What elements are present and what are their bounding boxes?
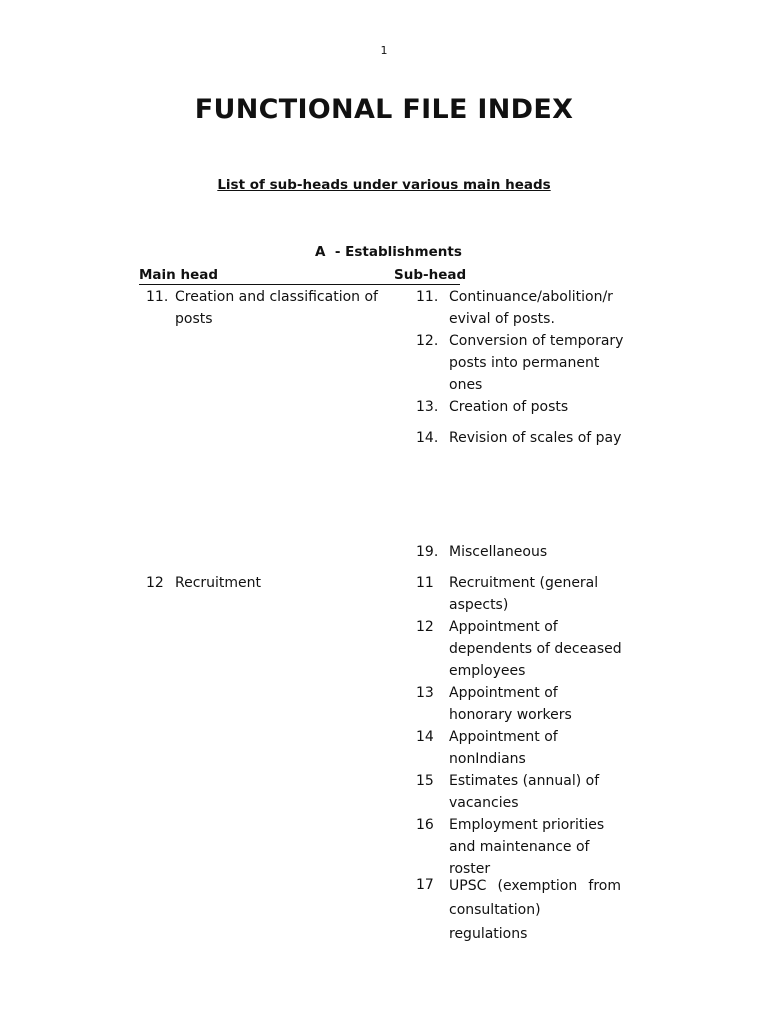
sub-head-text: Appointment of honorary workers bbox=[449, 685, 572, 723]
section-letter: A bbox=[315, 244, 326, 260]
sub-head-number: 19. bbox=[416, 544, 439, 560]
section-name: - Establishments bbox=[334, 244, 462, 260]
sub-head-text: Appointment of nonIndians bbox=[449, 729, 558, 767]
page-title: FUNCTIONAL FILE INDEX bbox=[194, 94, 574, 125]
main-head-title: Recruitment bbox=[175, 575, 262, 591]
sub-head-text: Creation of posts bbox=[449, 399, 569, 415]
document-subtitle-text: List of sub-heads under various main heads bbox=[217, 177, 551, 193]
sub-head-text: Conversion of temporary posts into permanent ones bbox=[449, 333, 624, 393]
sub-head-number: 16 bbox=[416, 817, 434, 833]
sub-head-number: 14 bbox=[416, 729, 434, 745]
sub-head-number: 11 bbox=[416, 575, 434, 591]
sub-head-number: 12 bbox=[416, 619, 434, 635]
sub-head-number: 11. bbox=[416, 289, 439, 305]
sub-head-text: Recruitment (general aspects) bbox=[449, 575, 599, 613]
sub-head-text: UPSC (exemption from consultation) regulations bbox=[449, 878, 621, 942]
section-heading bbox=[315, 244, 462, 260]
sub-head-number: 12. bbox=[416, 333, 439, 349]
sub-head-text: Employment priorities and maintenance of roster bbox=[449, 817, 605, 877]
header-divider bbox=[139, 284, 460, 285]
sub-head-number: 13 bbox=[416, 685, 434, 701]
main-head-title: Creation and classification of posts bbox=[175, 289, 378, 327]
sub-head-column-header: Sub-head bbox=[394, 267, 467, 283]
sub-head-number: 13. bbox=[416, 399, 439, 415]
main-head-column-header: Main head bbox=[139, 267, 219, 283]
sub-head-text: Miscellaneous bbox=[449, 544, 548, 560]
sub-head-text: Continuance/abolition/revival of posts. bbox=[449, 289, 613, 327]
sub-head-number: 15 bbox=[416, 773, 434, 789]
sub-head-text: Revision of scales of pay bbox=[449, 430, 622, 446]
sub-head-number: 14. bbox=[416, 430, 439, 446]
page-number: 1 bbox=[380, 44, 388, 57]
main-head-number: 11. bbox=[146, 289, 169, 305]
document-subtitle bbox=[0, 177, 768, 193]
main-head-number: 12 bbox=[146, 575, 164, 591]
sub-head-text: Estimates (annual) of vacancies bbox=[449, 773, 600, 811]
sub-head-number: 17 bbox=[416, 877, 434, 893]
sub-head-text: Appointment of dependents of deceased employees bbox=[449, 619, 622, 679]
